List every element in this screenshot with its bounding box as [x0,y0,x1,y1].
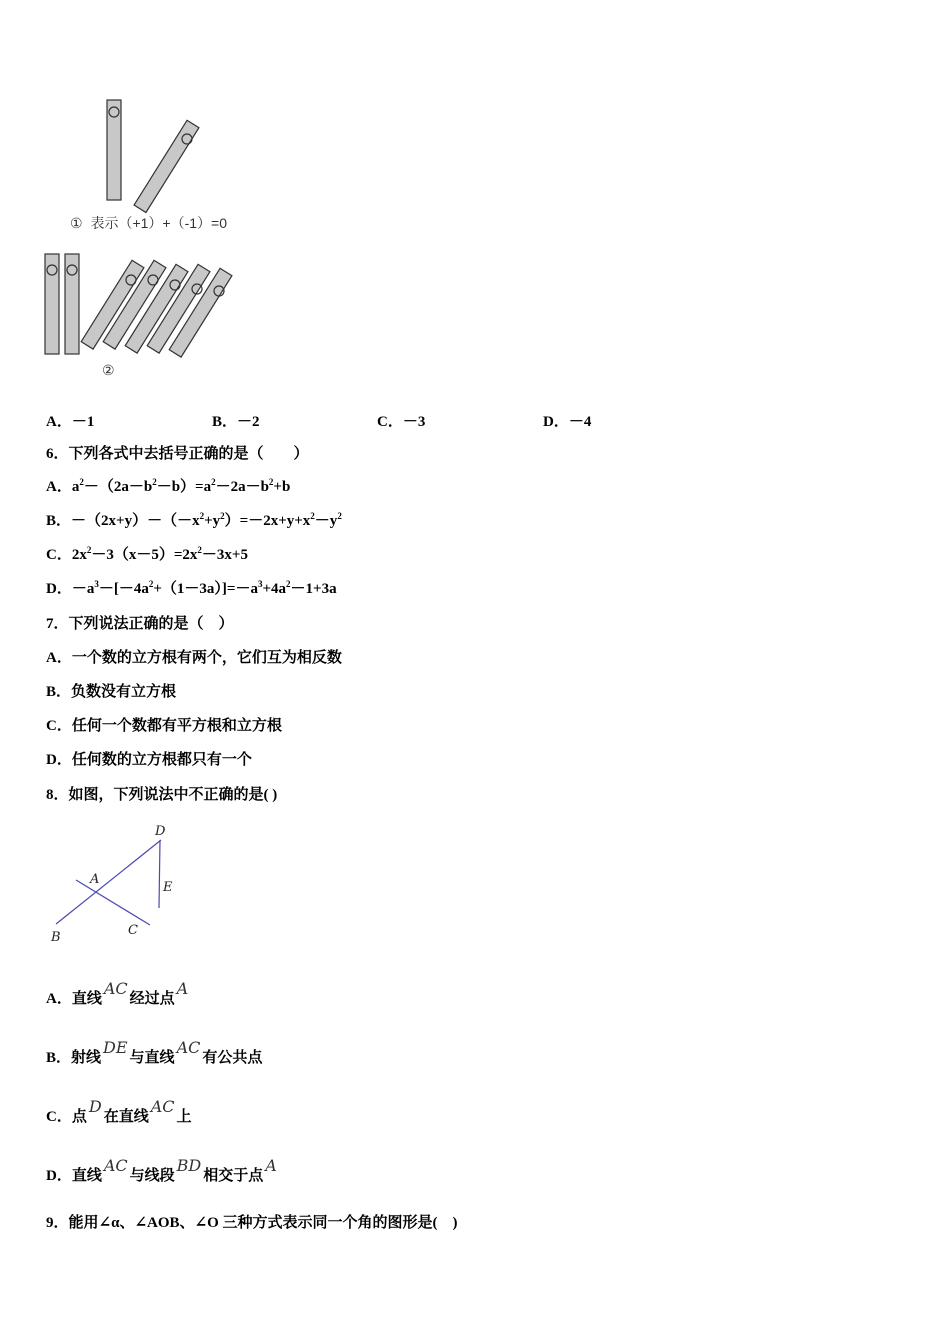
q5-option-a[interactable] [46,410,94,431]
caption-number-2: ② [102,362,115,378]
line-ac [76,880,150,925]
q8-option-b[interactable]: B．射线DE与直线AC有公共点 [46,1038,263,1066]
option-letter: C． [377,414,403,430]
q7-option-c[interactable]: C．任何一个数都有平方根和立方根 [46,718,282,734]
q6-option-a[interactable]: A．$a^2-(2a-b^2-b)=a^2-2a-b^2+b$ [46,477,291,495]
q8-option-c[interactable]: C．点D在直线AC上 [46,1097,192,1125]
label-b: B [51,930,61,945]
q6-stem: 6．下列各式中去括号正确的是（ ） [46,446,309,462]
label-d: D [155,824,166,839]
figure-caption-1 [70,213,227,233]
option-letter: B． [212,414,238,430]
q5-option-d[interactable] [543,410,591,431]
option-letter: A． [46,414,72,430]
q5-option-c[interactable] [377,410,425,431]
caption-text-1: 表示（+1）+（-1）=0 [90,215,228,231]
q6-option-c[interactable]: C．$2x^2-3(x-5)=2x^2-3x+5$ [46,545,248,563]
q9-stem: 9．能用∠α、∠AOB、∠O 三种方式表示同一个角的图形是( ) [46,1215,458,1231]
option-text: －2 [237,414,260,430]
figure-caption-2 [102,362,115,379]
q8-geometry-figure [40,820,200,948]
q7-option-d[interactable]: D．任何数的立方根都只有一个 [46,752,252,768]
label-e: E [163,880,173,895]
ray-de [159,840,160,908]
option-text: －1 [71,414,95,430]
stick-vertical [107,100,121,200]
label-c: C [128,923,138,938]
counting-sticks-figure-1 [100,98,210,216]
option-text: －4 [568,414,592,430]
q5-option-b[interactable] [212,410,260,431]
q8-option-d[interactable]: D．直线AC与线段BD相交于点A [46,1156,277,1184]
q7-stem: 7．下列说法正确的是（ ） [46,616,234,632]
q7-option-a[interactable]: A．一个数的立方根有两个，它们互为相反数 [46,650,342,666]
q8-option-a[interactable]: A．直线AC经过点A [46,979,189,1007]
q6-option-b[interactable]: B．$-(2x+y)-(-x^2+y^2)=-2x+y+x^2-y^2$ [46,511,342,529]
q8-stem: 8．如图，下列说法中不正确的是( ) [46,787,278,803]
q7-option-b[interactable]: B．负数没有立方根 [46,684,177,700]
q6-option-d[interactable]: D．$-a^3-[-4a^2+(1-3a)]=-a^3+4a^2-1+3a$ [46,579,337,597]
option-text: －3 [402,414,426,430]
caption-number-1: ① [70,215,83,231]
counting-sticks-figure-2 [44,250,244,362]
segment-bd [56,840,161,924]
option-letter: D． [543,414,569,430]
label-a: A [90,872,100,887]
